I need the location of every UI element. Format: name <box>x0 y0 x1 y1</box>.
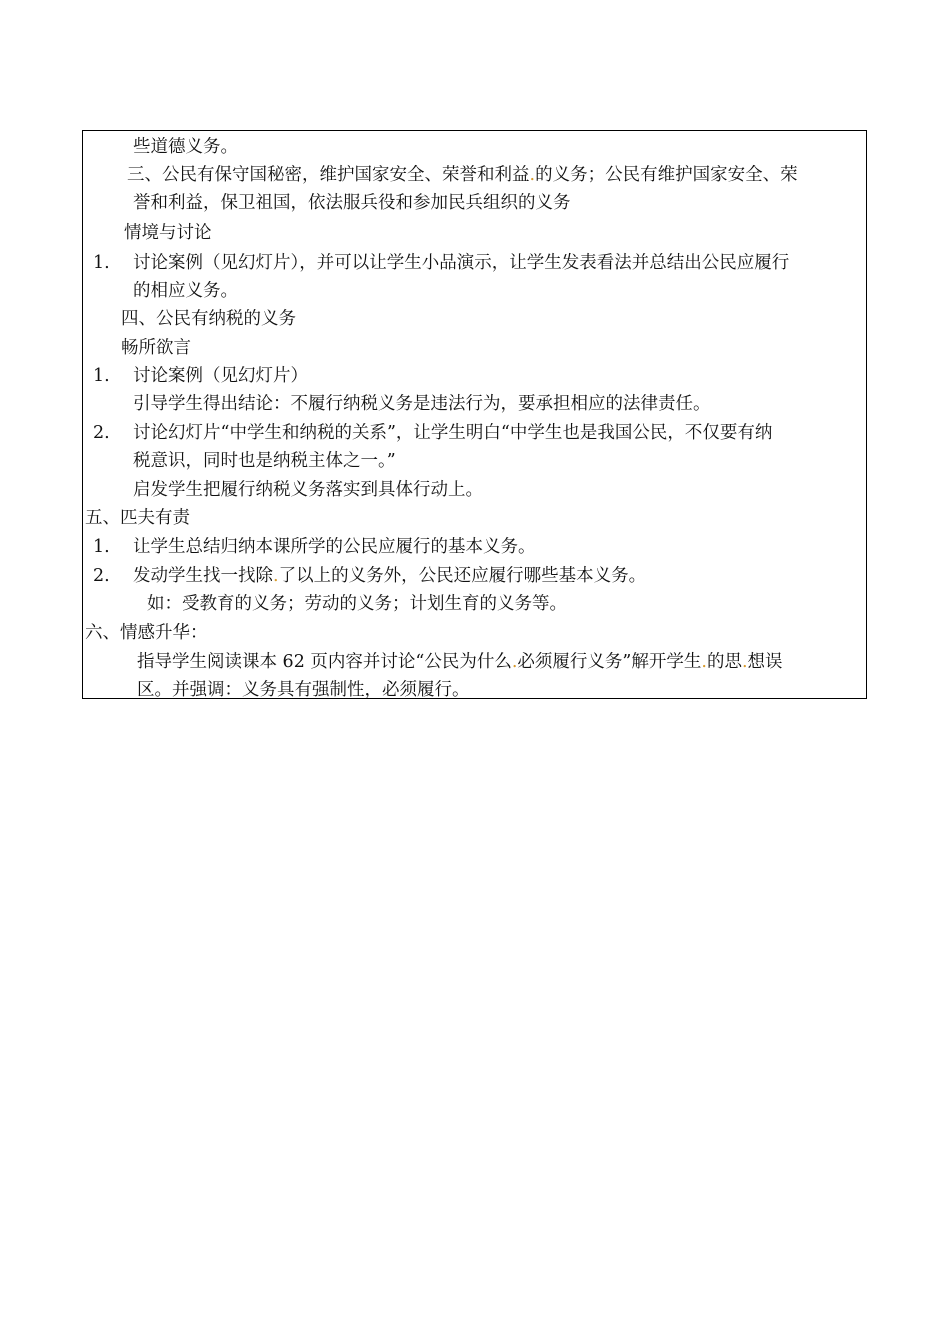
text-line: 指导学生阅读课本 62 页内容并讨论“公民为什么.必须履行义务”解开学生.的思.想误 <box>137 652 783 672</box>
section-heading: 情境与讨论 <box>124 223 212 243</box>
text-line: 的相应义务。 <box>133 281 238 301</box>
lesson-content-box <box>82 130 867 699</box>
list-number: 2. <box>93 566 110 586</box>
text-line: 讨论案例（见幻灯片） <box>133 366 308 386</box>
list-number: 1. <box>93 366 110 386</box>
text-line: 让学生总结归纳本课所学的公民应履行的基本义务。 <box>133 537 536 557</box>
list-number: 1. <box>93 537 110 557</box>
text-line: 讨论案例（见幻灯片），并可以让学生小品演示，让学生发表看法并总结出公民应履行 <box>133 253 790 273</box>
section-heading: 畅所欲言 <box>121 338 191 358</box>
list-number: 2. <box>93 423 110 443</box>
text-line: 发动学生找一找除.了以上的义务外，公民还应履行哪些基本义务。 <box>133 566 647 586</box>
text-line: 税意识，同时也是纳税主体之一。” <box>133 451 396 471</box>
text-line: 启发学生把履行纳税义务落实到具体行动上。 <box>133 480 483 500</box>
section-heading: 五、匹夫有责 <box>85 508 190 528</box>
text-line: 区。并强调：义务具有强制性，必须履行。 <box>137 680 470 700</box>
list-number: 1. <box>93 253 110 273</box>
section-heading: 四、公民有纳税的义务 <box>121 309 296 329</box>
section-heading: 六、情感升华： <box>85 623 208 643</box>
text-line: 誉和利益，保卫祖国，依法服兵役和参加民兵组织的义务 <box>133 193 571 213</box>
text-line: 三、公民有保守国秘密，维护国家安全、荣誉和利益.的义务；公民有维护国家安全、荣 <box>127 165 798 185</box>
text-line: 如：受教育的义务；劳动的义务；计划生育的义务等。 <box>147 594 567 614</box>
text-line: 引导学生得出结论：不履行纳税义务是违法行为，要承担相应的法律责任。 <box>133 394 711 414</box>
text-line: 些道德义务。 <box>133 137 238 157</box>
text-line: 讨论幻灯片“中学生和纳税的关系”，让学生明白“中学生也是我国公民，不仅要有纳 <box>133 423 773 443</box>
